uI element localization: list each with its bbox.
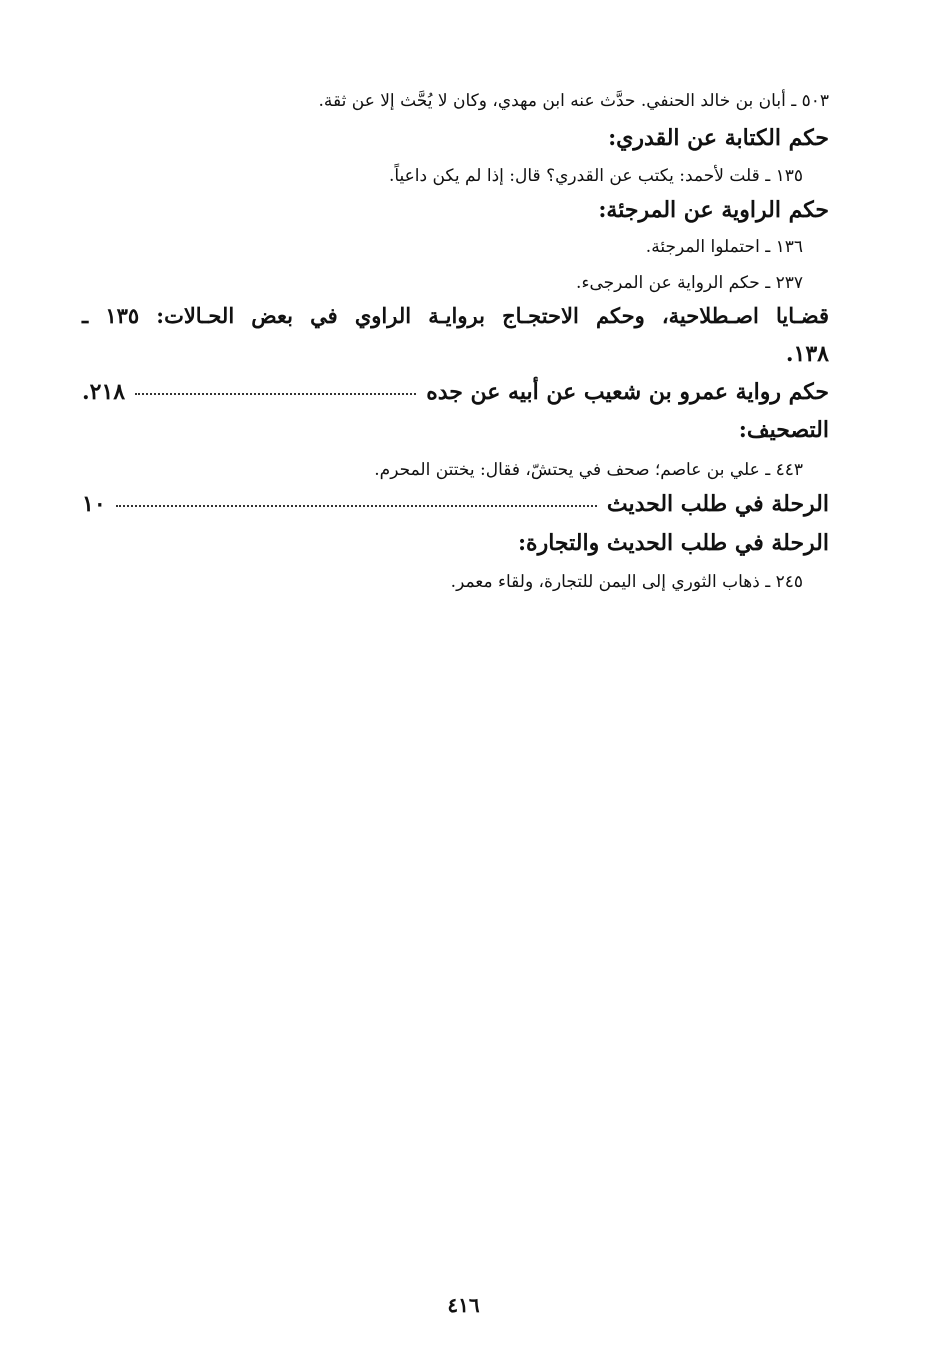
- section-heading-murjia: حكم الراوية عن المرجئة:: [598, 197, 829, 223]
- toc-page: ١٠: [82, 491, 106, 517]
- page-number: ٤١٦: [447, 1293, 480, 1317]
- toc-line-amr-ibn-shuayb: [82, 378, 829, 406]
- section-heading-rihla-trade: الرحلة في طلب الحديث والتجارة:: [517, 530, 829, 556]
- toc-page: ٢١٨.: [82, 379, 126, 405]
- entry-503: ٥٠٣ ـ أبان بن خالد الحنفي. حدَّث عنه ابن مهدي، وكان لا يُحَّث إلا عن ثقة.: [318, 91, 829, 111]
- section-heading-terminology: قضـايا اصـطلاحية، وحكم الاحتجـاج بروايـة الراوي في بعض الحـالات: ١٣٥ ـ: [82, 303, 829, 328]
- entry-135: ١٣٥ ـ قلت لأحمد: يكتب عن القدري؟ قال: إذا لم يكن داعياً.: [388, 166, 803, 186]
- section-heading-qadari: حكم الكتابة عن القدري:: [608, 125, 829, 151]
- leader-dots: [116, 505, 597, 507]
- entry-245: ٢٤٥ ـ ذهاب الثوري إلى اليمن للتجارة، ولقاء معمر.: [450, 572, 803, 592]
- toc-line-rihla: [82, 490, 829, 518]
- entry-443: ٤٤٣ ـ علي بن عاصم؛ صحف في يحتشّ، فقال: يختتن المحرم.: [374, 460, 803, 480]
- leader-dots: [135, 393, 416, 395]
- entry-136: ١٣٦ ـ احتملوا المرجئة.: [645, 237, 803, 257]
- toc-title: الرحلة في طلب الحديث: [606, 491, 829, 517]
- section-heading-tashif: التصحيف:: [738, 417, 829, 443]
- entry-237: ٢٣٧ ـ حكم الرواية عن المرجىء.: [576, 273, 803, 293]
- toc-title: حكم رواية عمرو بن شعيب عن أبيه عن جده: [426, 379, 829, 405]
- section-heading-terminology-pages: ١٣٨.: [785, 341, 829, 367]
